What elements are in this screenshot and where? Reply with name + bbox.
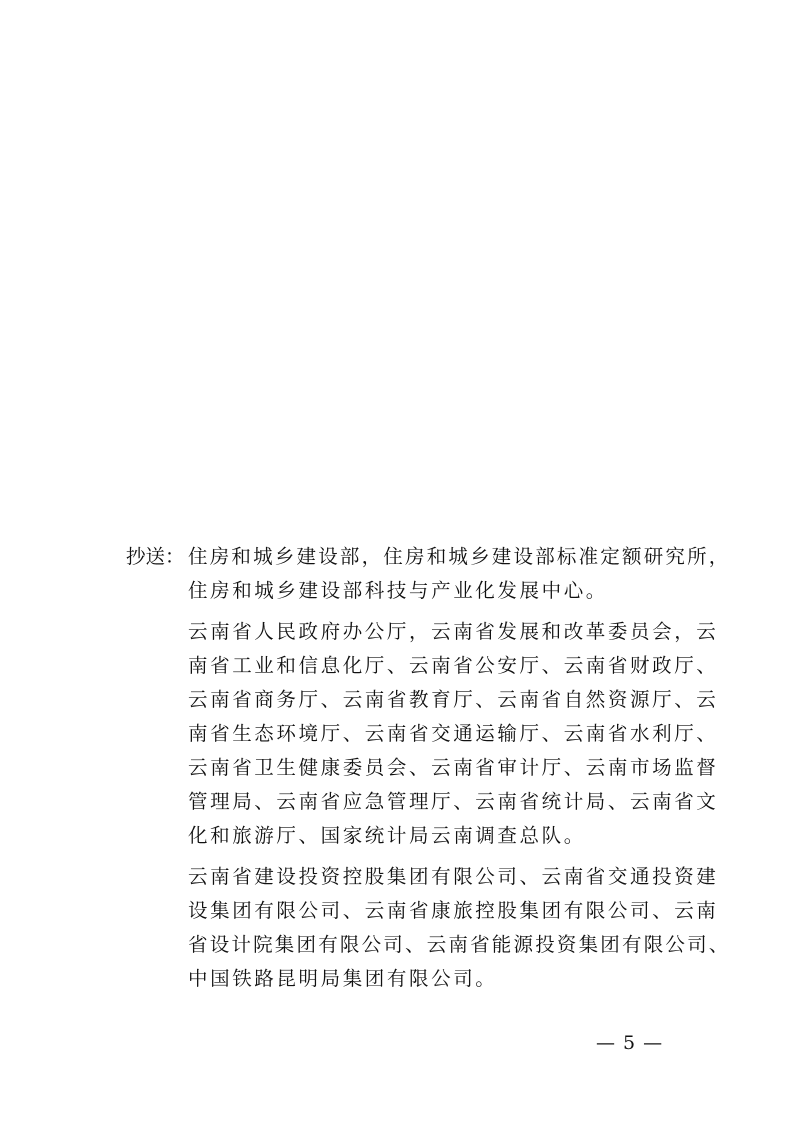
cc-line: 南省生态环境厅、云南省交通运输厅、云南省水利厅、	[188, 722, 719, 745]
cc-line: 云南省建设投资控股集团有限公司、云南省交通投资建	[188, 865, 719, 888]
cc-line: 云南省人民政府办公厅，云南省发展和改革委员会，云	[188, 620, 719, 643]
cc-line: 云南省卫生健康委员会、云南省审计厅、云南市场监督	[188, 756, 719, 779]
cc-label: 抄送：	[126, 545, 185, 568]
cc-line: 云南省商务厅、云南省教育厅、云南省自然资源厅、云	[188, 688, 719, 711]
cc-recipients-block	[126, 540, 731, 996]
cc-line: 管理局、云南省应急管理厅、云南省统计局、云南省文	[188, 790, 719, 813]
cc-line: 中国铁路昆明局集团有限公司。	[188, 967, 498, 990]
cc-line: 化和旅游厅、国家统计局云南调查总队。	[188, 824, 586, 847]
cc-line: 住房和城乡建设部，住房和城乡建设部标准定额研究所，	[188, 545, 731, 568]
cc-row	[126, 540, 731, 996]
cc-line: 南省工业和信息化厅、云南省公安厅、云南省财政厅、	[188, 654, 719, 677]
cc-line: 设集团有限公司、云南省康旅控股集团有限公司、云南	[188, 899, 719, 922]
cc-line: 住房和城乡建设部科技与产业化发展中心。	[188, 579, 608, 602]
page-number: — 5 —	[596, 1032, 664, 1054]
cc-line: 省设计院集团有限公司、云南省能源投资集团有限公司、	[188, 933, 731, 956]
cc-recipient-list	[188, 540, 731, 996]
